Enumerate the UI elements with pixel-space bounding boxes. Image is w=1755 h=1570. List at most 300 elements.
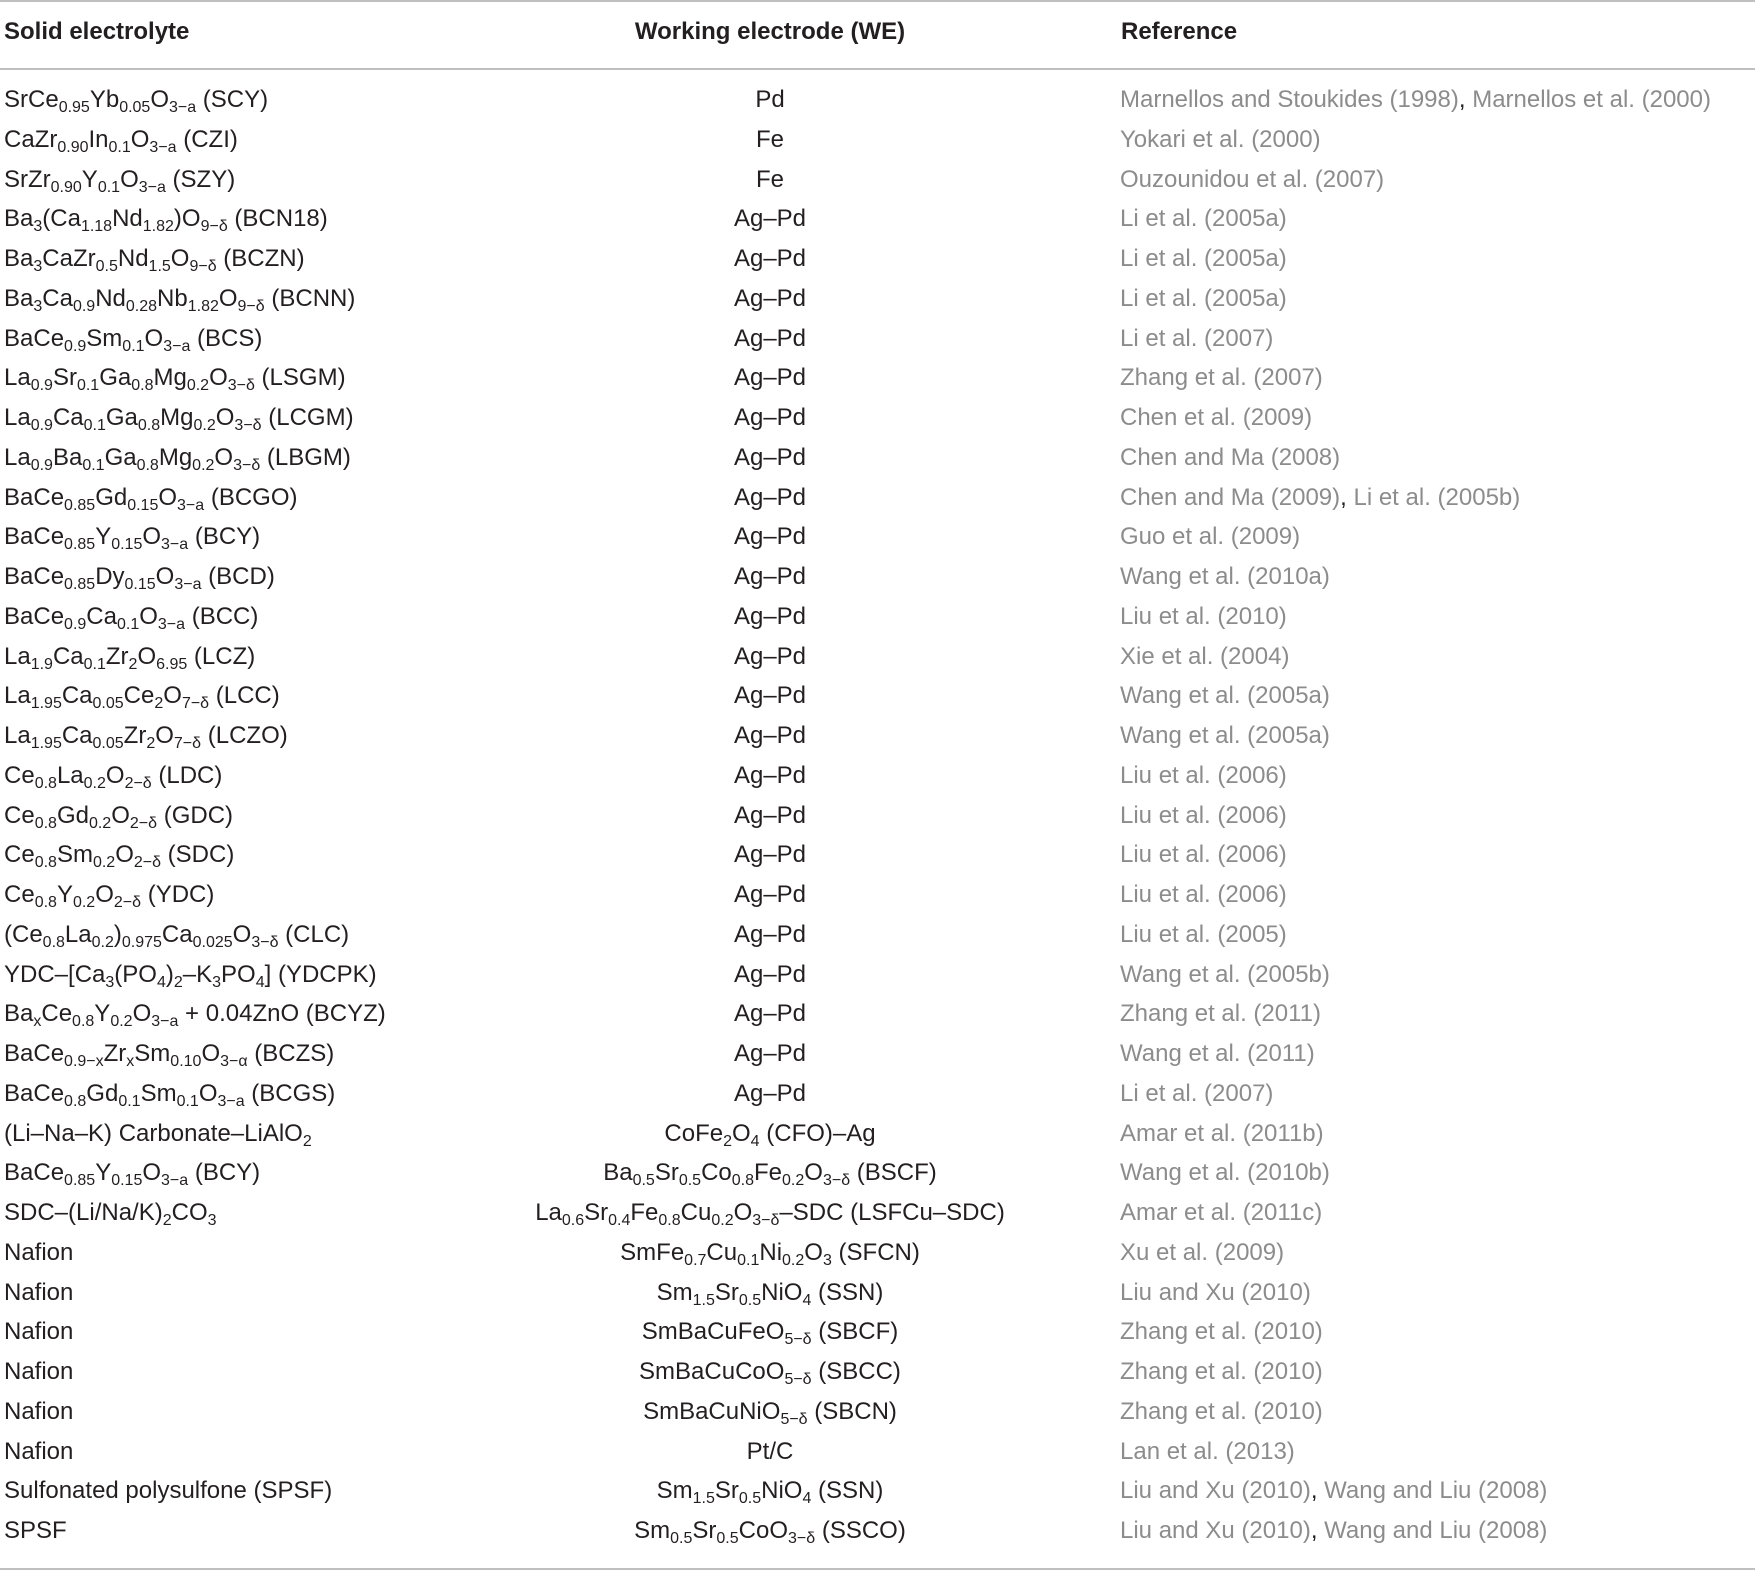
formula-text: Dy <box>95 563 125 590</box>
formula-subscript: 0.1 <box>118 1092 141 1110</box>
reference-link[interactable]: Liu and Xu (2010) <box>1120 1477 1311 1505</box>
formula-text: O <box>215 404 235 431</box>
formula-text: Ca <box>52 404 84 431</box>
formula-text: La <box>64 920 92 948</box>
cell-working-electrode <box>500 676 1040 716</box>
formula-text: Ca <box>52 642 84 670</box>
reference-separator: , <box>1310 1477 1325 1505</box>
formula-subscript: 6.95 <box>156 655 188 673</box>
formula-subscript: 0.9−x <box>64 1053 104 1070</box>
cell-solid-electrolyte <box>4 319 504 359</box>
formula-subscript: 0.8 <box>658 1212 681 1229</box>
cell-reference <box>1120 756 1755 796</box>
formula-subscript: 0.2 <box>83 774 106 792</box>
formula-text: (SSCO) <box>815 1517 906 1544</box>
formula-text: Nd <box>117 245 149 272</box>
reference-link[interactable]: Liu et al. (2006) <box>1120 801 1287 829</box>
formula-text: La <box>56 761 84 789</box>
reference-link[interactable]: Zhang et al. (2011) <box>1120 1000 1322 1028</box>
formula-subscript: 0.90 <box>50 178 82 196</box>
formula-text: O <box>209 364 228 392</box>
formula-text: O <box>132 1000 152 1028</box>
formula-text: (SSN) <box>811 1477 884 1505</box>
formula-text: Ca <box>42 284 73 312</box>
cell-solid-electrolyte <box>4 478 504 518</box>
cell-solid-electrolyte <box>4 358 504 398</box>
formula-text: Ba <box>603 1159 633 1187</box>
cell-reference <box>1120 557 1755 597</box>
formula-text: Ga <box>104 443 137 471</box>
cell-working-electrode <box>500 915 1040 955</box>
cell-reference <box>1120 716 1755 756</box>
formula-text: Ba <box>4 205 34 233</box>
formula-text: SDC–(Li/Na/K) <box>4 1199 163 1226</box>
formula-text: Ag–Pd <box>733 523 807 551</box>
formula-subscript: 3 <box>207 1212 217 1229</box>
formula-text: Co <box>701 1159 732 1187</box>
formula-subscript: 0.9 <box>30 456 53 474</box>
formula-text: Sm <box>134 1040 171 1067</box>
formula-subscript: 2 <box>154 695 164 713</box>
formula-text: Nafion <box>4 1358 74 1385</box>
reference-link[interactable]: Liu et al. (2005) <box>1120 920 1287 948</box>
formula-subscript: 0.1 <box>83 417 106 434</box>
reference-link[interactable]: Liu and Xu (2010) <box>1120 1278 1311 1306</box>
formula-text: Sm <box>86 324 123 352</box>
cell-working-electrode <box>500 1153 1040 1193</box>
cell-reference <box>1120 955 1755 995</box>
table-row <box>0 319 1755 359</box>
cell-solid-electrolyte <box>4 597 504 637</box>
table-row <box>0 478 1755 518</box>
cell-solid-electrolyte <box>4 915 504 955</box>
formula-text: O <box>232 920 252 948</box>
formula-subscript: 0.7 <box>684 1251 707 1269</box>
formula-text: (SBCC) <box>811 1358 901 1385</box>
formula-text: Sr <box>52 364 77 392</box>
formula-text: BaCe <box>4 324 65 352</box>
formula-subscript: 2−δ <box>113 894 142 911</box>
formula-text: (LCZ) <box>187 642 256 670</box>
formula-text: SmBaCuFeO <box>641 1318 785 1346</box>
table-row <box>0 1352 1755 1392</box>
formula-subscript: 3−a <box>149 138 177 156</box>
formula-text: Ce <box>41 1000 73 1028</box>
reference-link[interactable]: Liu et al. (2006) <box>1120 761 1287 789</box>
formula-subscript: 1.9 <box>30 655 53 673</box>
formula-subscript: 0.2 <box>782 1251 805 1269</box>
formula-subscript: 0.90 <box>57 138 89 156</box>
formula-subscript: 0.1 <box>97 178 121 196</box>
formula-text: Sr <box>584 1199 609 1226</box>
formula-subscript: 0.85 <box>64 536 96 554</box>
formula-text: Nafion <box>4 1437 74 1465</box>
formula-text: Ag–Pd <box>733 324 807 352</box>
formula-text: Mg <box>153 364 187 392</box>
reference-link[interactable]: Wang et al. (2005b) <box>1120 960 1330 988</box>
cell-solid-electrolyte <box>4 1432 504 1472</box>
formula-text: SmFe <box>620 1238 685 1266</box>
formula-text: Nafion <box>4 1278 74 1306</box>
formula-subscript: 3−a <box>151 1013 179 1031</box>
formula-subscript: 0.15 <box>124 576 156 593</box>
reference-link[interactable]: Li et al. (2005a) <box>1120 205 1287 233</box>
cell-reference <box>1120 1432 1755 1472</box>
table-row <box>0 398 1755 438</box>
table-row <box>0 1432 1755 1472</box>
formula-text: Cu <box>680 1199 712 1226</box>
reference-link[interactable]: Zhang et al. (2010) <box>1120 1358 1323 1385</box>
formula-text: –SDC (LSFCu–SDC) <box>779 1199 1005 1226</box>
cell-solid-electrolyte <box>4 1153 504 1193</box>
formula-subscript: 0.5 <box>95 258 118 275</box>
formula-text: Pd <box>755 86 785 113</box>
formula-text: CO <box>171 1199 208 1226</box>
formula-text: + 0.04ZnO (BCYZ) <box>178 1000 386 1028</box>
reference-link[interactable]: Marnellos and Stoukides (1998) <box>1120 86 1459 113</box>
formula-text: Y <box>95 523 112 551</box>
reference-link[interactable]: Xu et al. (2009) <box>1120 1238 1285 1266</box>
reference-link[interactable]: Chen and Ma (2009) <box>1120 483 1341 511</box>
formula-subscript: 0.5 <box>632 1172 655 1190</box>
reference-link[interactable]: Chen and Ma (2008) <box>1120 443 1341 471</box>
formula-subscript: 3−δ <box>251 933 279 951</box>
formula-text: ] (YDCPK) <box>264 960 377 988</box>
formula-text: Sr <box>714 1278 739 1306</box>
formula-text: (SBCF) <box>811 1318 899 1346</box>
cell-working-electrode <box>500 199 1040 239</box>
reference-link[interactable]: Liu et al. (2006) <box>1120 841 1287 869</box>
formula-text: Ag–Pd <box>733 960 807 988</box>
formula-subscript: 2−δ <box>133 854 162 872</box>
cell-working-electrode <box>500 478 1040 518</box>
formula-text: (BCNN) <box>264 284 356 312</box>
reference-link[interactable]: Wang and Liu (2008) <box>1324 1477 1548 1505</box>
formula-subscript: 0.4 <box>608 1212 631 1229</box>
formula-text: Ag–Pd <box>733 205 807 233</box>
cell-reference <box>1120 239 1755 279</box>
formula-text: (BCC) <box>185 602 259 630</box>
formula-subscript: 0.1 <box>82 456 105 474</box>
reference-link[interactable]: Amar et al. (2011c) <box>1120 1199 1323 1226</box>
formula-text: Nafion <box>4 1397 74 1425</box>
cell-reference <box>1120 597 1755 637</box>
cell-solid-electrolyte <box>4 398 504 438</box>
formula-subscript: 0.85 <box>64 1172 96 1190</box>
table-row <box>0 199 1755 239</box>
cell-reference <box>1120 1193 1755 1233</box>
formula-text: Ca <box>61 722 93 749</box>
formula-text: O <box>111 801 130 829</box>
formula-text: (LDC) <box>151 761 223 789</box>
formula-text: Ca <box>161 920 193 948</box>
formula-text: Ce <box>4 881 35 908</box>
cell-solid-electrolyte <box>4 955 504 995</box>
reference-link[interactable]: Li et al. (2005a) <box>1120 284 1287 312</box>
reference-link[interactable]: Liu and Xu (2010) <box>1120 1517 1311 1544</box>
formula-text: La <box>4 404 31 431</box>
formula-subscript: 5−δ <box>784 1331 812 1349</box>
reference-link[interactable]: Liu et al. (2010) <box>1120 602 1287 630</box>
formula-text: Ag–Pd <box>733 1040 807 1067</box>
formula-subscript: 3−a <box>174 576 202 593</box>
formula-text: SmBaCuCoO <box>639 1358 785 1385</box>
formula-text: Ag–Pd <box>733 563 807 590</box>
formula-subscript: 2 <box>302 1132 312 1150</box>
formula-subscript: 4 <box>750 1132 760 1150</box>
reference-link[interactable]: Ouzounidou et al. (2007) <box>1120 165 1385 193</box>
formula-text: Ga <box>105 404 138 431</box>
formula-text: YDC–[Ca <box>4 960 106 988</box>
cell-reference <box>1120 358 1755 398</box>
formula-text: SPSF <box>4 1517 67 1544</box>
reference-link[interactable]: Wang et al. (2011) <box>1120 1040 1315 1067</box>
reference-link[interactable]: Wang and Liu (2008) <box>1324 1517 1548 1544</box>
formula-text: BaCe <box>4 1159 65 1187</box>
reference-link[interactable]: Xie et al. (2004) <box>1120 642 1290 670</box>
table-row <box>0 517 1755 557</box>
formula-text: Ag–Pd <box>733 245 807 272</box>
cell-solid-electrolyte <box>4 1511 504 1551</box>
cell-reference <box>1120 1511 1755 1551</box>
formula-text: Ag–Pd <box>733 483 807 511</box>
cell-working-electrode <box>500 716 1040 756</box>
formula-subscript: 4 <box>802 1291 812 1309</box>
formula-subscript: x <box>33 1013 42 1031</box>
formula-text: Ga <box>99 364 132 392</box>
cell-solid-electrolyte <box>4 517 504 557</box>
reference-link[interactable]: Li et al. (2007) <box>1120 324 1274 352</box>
formula-subscript: 2 <box>128 655 138 673</box>
cell-working-electrode <box>500 398 1040 438</box>
formula-text: (SBCN) <box>807 1397 897 1425</box>
formula-subscript: 0.5 <box>738 1490 762 1508</box>
formula-text: (CLC) <box>278 920 350 948</box>
formula-subscript: 0.85 <box>64 576 96 593</box>
cell-reference <box>1120 1352 1755 1392</box>
formula-subscript: 0.9 <box>64 615 87 633</box>
formula-subscript: 0.2 <box>192 456 215 474</box>
formula-subscript: 3−a <box>163 337 191 355</box>
reference-link[interactable]: Wang et al. (2010a) <box>1120 563 1330 590</box>
formula-text: Fe <box>755 125 784 153</box>
cell-solid-electrolyte <box>4 1114 504 1154</box>
formula-text: (LCZO) <box>201 722 288 749</box>
formula-subscript: 2 <box>723 1132 732 1150</box>
formula-subscript: 3 <box>33 297 43 315</box>
formula-subscript: 3−a <box>161 536 189 554</box>
cell-reference <box>1120 1312 1755 1352</box>
table-row <box>0 875 1755 915</box>
formula-text: La <box>4 642 31 670</box>
formula-text: (BCS) <box>190 324 263 352</box>
formula-text: Ca <box>86 602 117 630</box>
table-row <box>0 80 1755 120</box>
formula-subscript: x <box>126 1053 135 1070</box>
formula-subscript: 0.5 <box>670 1530 693 1547</box>
table-row <box>0 1233 1755 1273</box>
reference-link[interactable]: Marnellos et al. (2000) <box>1472 86 1711 113</box>
formula-text: Ag–Pd <box>733 602 807 630</box>
formula-subscript: 0.8 <box>137 417 161 434</box>
reference-link[interactable]: Zhang et al. (2007) <box>1120 364 1323 392</box>
table-row <box>0 279 1755 319</box>
formula-text: O <box>218 284 238 312</box>
formula-text: Ag–Pd <box>733 722 807 749</box>
cell-solid-electrolyte <box>4 1074 504 1114</box>
formula-subscript: 9−δ <box>200 218 228 236</box>
cell-solid-electrolyte <box>4 120 504 160</box>
table-row <box>0 796 1755 836</box>
reference-link[interactable]: Li et al. (2005a) <box>1120 245 1287 272</box>
formula-text: (BCZN) <box>216 245 305 272</box>
formula-subscript: 3 <box>33 258 43 275</box>
formula-text: Ba <box>4 245 34 272</box>
reference-link[interactable]: Liu et al. (2006) <box>1120 881 1287 908</box>
formula-text: O <box>144 324 164 352</box>
formula-text: Sm <box>56 841 93 869</box>
reference-link[interactable]: Li et al. (2005b) <box>1353 483 1521 511</box>
formula-text: O <box>732 1119 751 1147</box>
formula-text: O <box>120 165 139 193</box>
cell-working-electrode <box>500 1432 1040 1472</box>
table-row <box>0 239 1755 279</box>
formula-text: )O <box>173 205 201 233</box>
formula-text: BaCe <box>4 523 65 551</box>
table-row <box>0 1312 1755 1352</box>
cell-working-electrode <box>500 517 1040 557</box>
formula-subscript: 0.8 <box>34 854 57 872</box>
reference-link[interactable]: Li et al. (2007) <box>1120 1079 1274 1107</box>
reference-separator: , <box>1340 483 1354 511</box>
cell-solid-electrolyte <box>4 1312 504 1352</box>
formula-text: Sm <box>634 1517 671 1544</box>
reference-link[interactable]: Chen et al. (2009) <box>1120 404 1313 431</box>
formula-subscript: 0.9 <box>72 297 96 315</box>
reference-link[interactable]: Lan et al. (2013) <box>1120 1437 1295 1465</box>
formula-text: Cu <box>706 1238 738 1266</box>
formula-text: La <box>4 443 31 471</box>
formula-subscript: 0.85 <box>64 496 96 514</box>
formula-text: Ag–Pd <box>733 881 807 908</box>
formula-text: O <box>139 602 158 630</box>
formula-subscript: 0.8 <box>34 814 57 832</box>
cell-reference <box>1120 398 1755 438</box>
formula-text: O <box>150 86 169 113</box>
cell-solid-electrolyte <box>4 1392 504 1432</box>
formula-text: La <box>4 722 31 749</box>
reference-link[interactable]: Wang et al. (2010b) <box>1120 1159 1330 1187</box>
formula-subscript: 0.2 <box>91 933 114 951</box>
cell-reference <box>1120 1074 1755 1114</box>
reference-link[interactable]: Amar et al. (2011b) <box>1120 1119 1324 1147</box>
formula-text: O <box>170 245 190 272</box>
formula-text: (LBGM) <box>260 443 351 471</box>
formula-text: Nafion <box>4 1318 74 1346</box>
formula-text: SrZr <box>4 165 51 193</box>
formula-text: Zr <box>123 722 147 749</box>
formula-subscript: 0.2 <box>72 894 96 911</box>
formula-subscript: 0.1 <box>122 337 145 355</box>
reference-link[interactable]: Zhang et al. (2010) <box>1120 1318 1323 1346</box>
formula-subscript: 5−δ <box>784 1371 812 1388</box>
cell-reference <box>1120 80 1755 120</box>
reference-link[interactable]: Guo et al. (2009) <box>1120 523 1301 551</box>
formula-text: (LSGM) <box>254 364 346 392</box>
formula-text: Ag–Pd <box>733 1079 807 1107</box>
cell-working-electrode <box>500 239 1040 279</box>
header-rule <box>0 68 1755 70</box>
cell-working-electrode <box>500 1233 1040 1273</box>
formula-subscript: 0.975 <box>121 933 162 951</box>
formula-text: (PO <box>114 960 157 988</box>
cell-solid-electrolyte <box>4 1193 504 1233</box>
cell-solid-electrolyte <box>4 1034 504 1074</box>
cell-reference <box>1120 1153 1755 1193</box>
reference-link[interactable]: Zhang et al. (2010) <box>1120 1397 1323 1425</box>
table-row <box>0 1511 1755 1551</box>
formula-subscript: 0.05 <box>119 99 151 116</box>
cell-reference <box>1120 279 1755 319</box>
formula-subscript: 0.8 <box>42 933 65 951</box>
formula-subscript: 7−δ <box>173 735 202 752</box>
formula-text: Ag–Pd <box>733 642 807 670</box>
formula-text: (BSCF) <box>850 1159 937 1187</box>
cell-working-electrode <box>500 796 1040 836</box>
cell-working-electrode <box>500 1471 1040 1511</box>
formula-text: Ba <box>52 443 83 471</box>
reference-link[interactable]: Wang et al. (2005a) <box>1120 682 1330 710</box>
formula-text: BaCe <box>4 1040 65 1067</box>
formula-text: Ag–Pd <box>733 920 807 948</box>
cell-solid-electrolyte <box>4 438 504 478</box>
formula-subscript: 0.8 <box>64 1092 87 1110</box>
cell-solid-electrolyte <box>4 1471 504 1511</box>
formula-text: (BCGO) <box>204 483 298 511</box>
formula-text: (Ca <box>42 205 81 233</box>
cell-reference <box>1120 835 1755 875</box>
formula-subscript: 3−a <box>177 496 205 514</box>
formula-subscript: 3−a <box>161 1172 189 1190</box>
reference-link[interactable]: Wang et al. (2005a) <box>1120 722 1330 749</box>
formula-subscript: 0.9 <box>30 377 53 395</box>
formula-text: (LCGM) <box>261 404 354 431</box>
table-row <box>0 1034 1755 1074</box>
formula-text: Fe <box>754 1159 783 1187</box>
cell-solid-electrolyte <box>4 716 504 756</box>
formula-subscript: 0.28 <box>125 297 158 315</box>
formula-text: O <box>142 1159 162 1187</box>
formula-subscript: 0.8 <box>731 1172 755 1190</box>
formula-subscript: 0.5 <box>738 1291 762 1309</box>
reference-link[interactable]: Yokari et al. (2000) <box>1120 125 1321 153</box>
formula-subscript: 0.8 <box>72 1013 95 1031</box>
cell-solid-electrolyte <box>4 80 504 120</box>
formula-text: O <box>105 761 125 789</box>
formula-text: (BCN18) <box>227 205 328 233</box>
formula-subscript: 0.6 <box>561 1212 585 1229</box>
formula-text: O <box>142 523 162 551</box>
cell-working-electrode <box>500 1114 1040 1154</box>
formula-subscript: 3−a <box>138 178 166 196</box>
formula-subscript: 9−δ <box>189 258 217 275</box>
formula-subscript: 2−δ <box>124 774 152 792</box>
formula-subscript: 0.5 <box>678 1172 702 1190</box>
cell-solid-electrolyte <box>4 199 504 239</box>
formula-text: Nafion <box>4 1238 74 1266</box>
cell-working-electrode <box>500 1273 1040 1313</box>
formula-subscript: 3−α <box>220 1053 248 1070</box>
